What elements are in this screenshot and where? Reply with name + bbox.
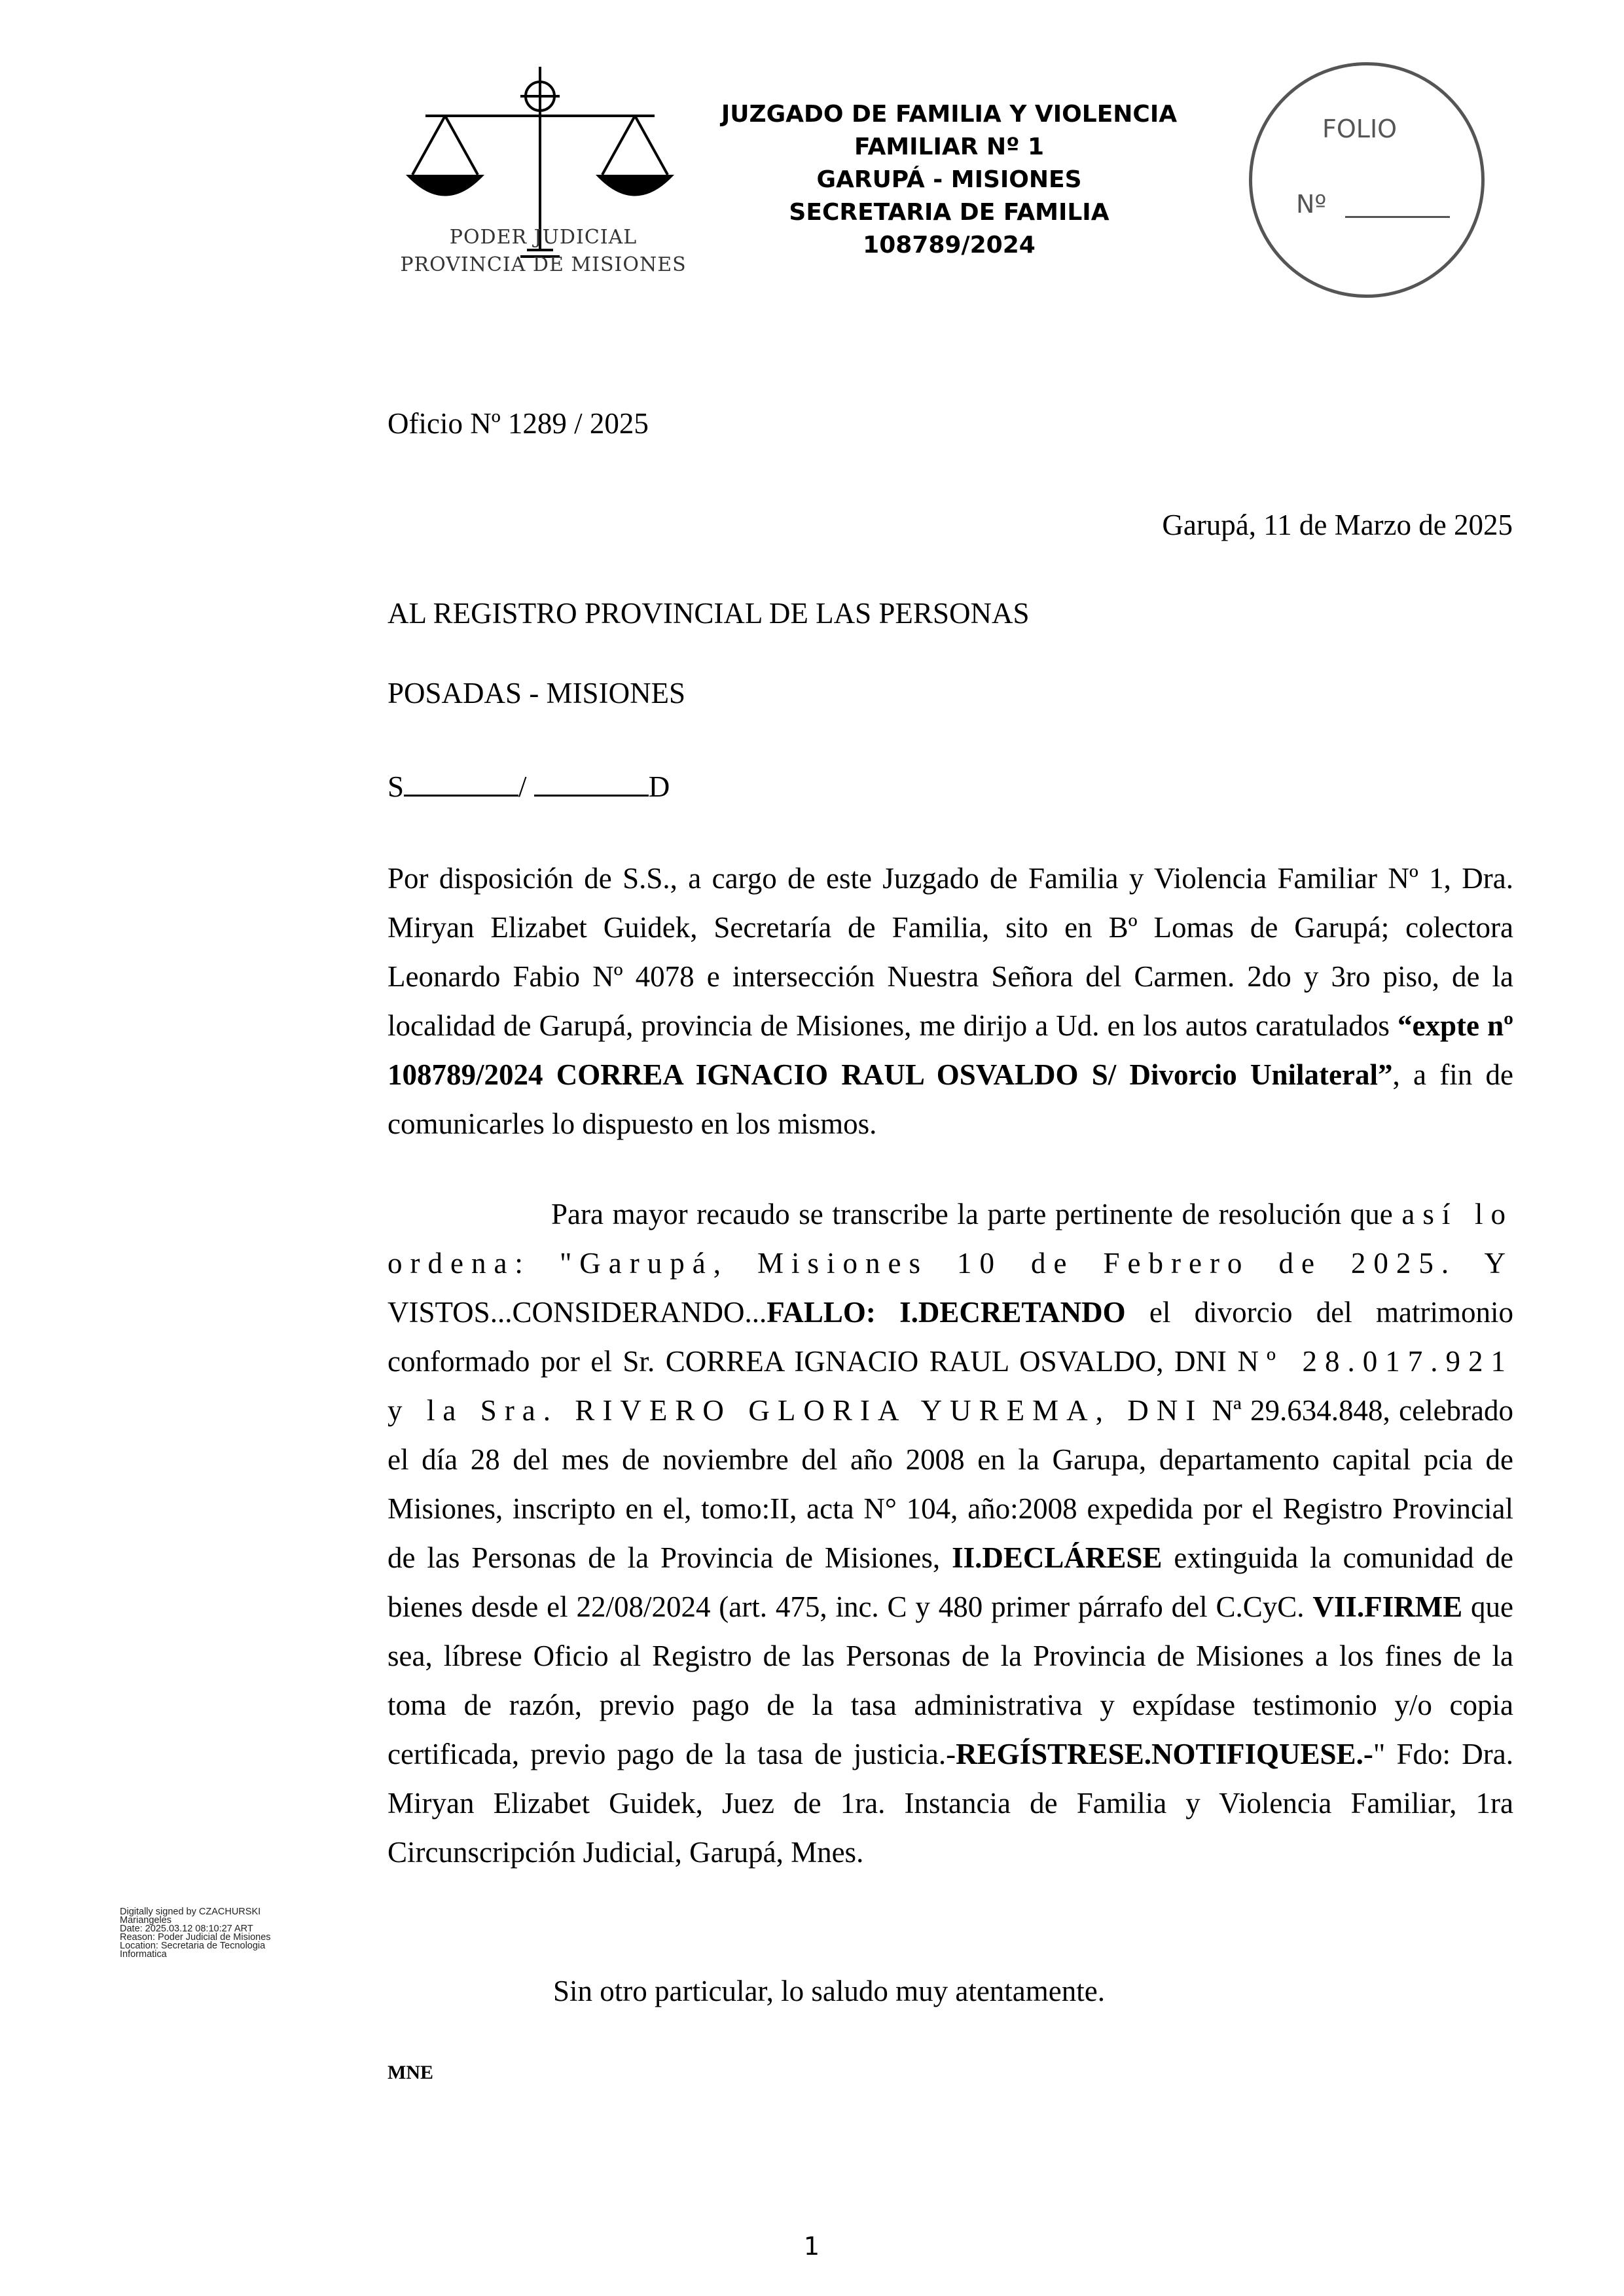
para2-text: Para mayor recaudo se transcribe la parte pertinente de resolución que — [551, 1198, 1402, 1230]
registrese-notifiquese: REGÍSTRESE.NOTIFIQUESE.- — [956, 1738, 1373, 1770]
case-number: 108789/2024 — [863, 232, 1036, 259]
sd-s: S — [388, 770, 405, 803]
signature-line: Informatica — [120, 1949, 167, 1960]
para1-text: , a fin de comunicarles lo dispuesto en los mismos. — [388, 1058, 1513, 1140]
paragraph-resolution — [388, 1190, 1513, 1877]
para1-text: Por disposición de S.S., a cargo de este Juzgado de Familia y Violencia Familiar Nº 1, Dra. Miryan Elizabet Guidek, Secretaría de Familia, sito en Bº Lomas de Garupá; colectora Leonardo Fabio Nº 4078 e intersección Nuestra Señora del Carmen. 2do y 3ro piso, de la localidad de Garupá, provincia de Misiones, me dirijo a Ud. en los autos caratulados — [388, 862, 1513, 1042]
signature-line: Location: Secretaria de Tecnologia — [120, 1941, 266, 1951]
logo-text-provincia: PROVINCIA DE MISIONES — [400, 253, 687, 276]
folio-number-label: Nº — [1296, 190, 1327, 219]
para2-text: que sea, líbrese Oficio al Registro de las Personas de la Provincia de Misiones a los fines de la toma de razón, previo pago de la tasa administrativa y expídase testimonio y/o copia certificada, previo pago de la tasa de justicia.- — [388, 1590, 1513, 1770]
addressee: AL REGISTRO PROVINCIAL DE LAS PERSONAS — [388, 597, 1030, 630]
signature-line: Mariangeles — [120, 1915, 171, 1926]
document-date: Garupá, 11 de Marzo de 2025 — [1162, 509, 1513, 541]
declarese: II.DECLÁRESE — [952, 1541, 1163, 1574]
para2-text: VISTOS...CONSIDERANDO... — [388, 1296, 767, 1329]
sd-slash: / — [518, 770, 527, 803]
signature-line: Digitally signed by CZACHURSKI — [120, 1907, 261, 1917]
logo-text-poder-judicial: PODER JUDICIAL — [449, 226, 638, 249]
court-line: JUZGADO DE FAMILIA Y VIOLENCIA — [721, 101, 1178, 128]
sd-d: D — [648, 770, 670, 803]
court-line: GARUPÁ - MISIONES — [816, 166, 1082, 193]
closing-line: Sin otro particular, lo saludo muy atentamente. — [553, 1975, 1105, 2007]
para2-text: Nª 29.634.848, celebrado el día 28 del mes de noviembre del año 2008 en la Garupa, departamento capital pcia de Misiones, inscripto en el, tomo:II, acta N° 104, año:2008 expedida por el Registro Provincial de las Personas de la Provincia de Misiones, — [388, 1394, 1514, 1574]
page-number: 1 — [803, 2232, 820, 2261]
folio-label: FOLIO — [1322, 115, 1398, 143]
sd-blank — [534, 768, 649, 797]
para2-text: el divorcio del matrimonio conformado por el Sr. CORREA IGNACIO RAUL OSVALDO, DNI — [388, 1296, 1513, 1378]
initials: MNE — [388, 2062, 433, 2083]
folio-stamp — [1249, 62, 1485, 298]
signature-line: Reason: Poder Judicial de Misiones — [120, 1932, 271, 1943]
sd-blank — [404, 768, 518, 797]
signature-line: Date: 2025.03.12 08:10:27 ART — [120, 1924, 253, 1934]
para2-text: " Fdo: Dra. Miryan Elizabet Guidek, Juez de 1ra. Instancia de Familia y Violencia Familiar, 1ra Circunscripción Judicial, Garupá, Mnes. — [388, 1738, 1513, 1869]
para2-text: extinguida la comunidad de bienes desde el 22/08/2024 (art. 475, inc. C y 480 primer párrafo del C.CyC. — [388, 1541, 1514, 1623]
court-header — [687, 98, 1211, 262]
case-title: “expte nº 108789/2024 CORREA IGNACIO RAUL OSVALDO S/ Divorcio Unilateral” — [388, 1009, 1513, 1091]
para2-text: Nº 28.017.921 y la Sra. RIVERO GLORIA YUREMA, DNI — [388, 1345, 1513, 1427]
poder-judicial-logo — [399, 41, 681, 289]
para2-text: así lo ordena: "Garupá, Misiones 10 de Febrero de 2025. Y — [388, 1198, 1513, 1280]
court-line: FAMILIAR Nº 1 — [854, 134, 1044, 160]
court-line: SECRETARIA DE FAMILIA — [789, 199, 1110, 226]
folio-number-line — [1345, 216, 1450, 218]
scales-of-justice-icon — [399, 41, 681, 289]
paragraph-intro — [388, 854, 1513, 1149]
addressee-city: POSADAS - MISIONES — [388, 677, 686, 709]
oficio-number: Oficio Nº 1289 / 2025 — [388, 407, 649, 440]
firme: VII.FIRME — [1312, 1590, 1463, 1623]
digital-signature[interactable] — [120, 1908, 336, 1959]
fallo-decretando: FALLO: I.DECRETANDO — [767, 1296, 1126, 1329]
salutation-sd — [388, 762, 670, 812]
